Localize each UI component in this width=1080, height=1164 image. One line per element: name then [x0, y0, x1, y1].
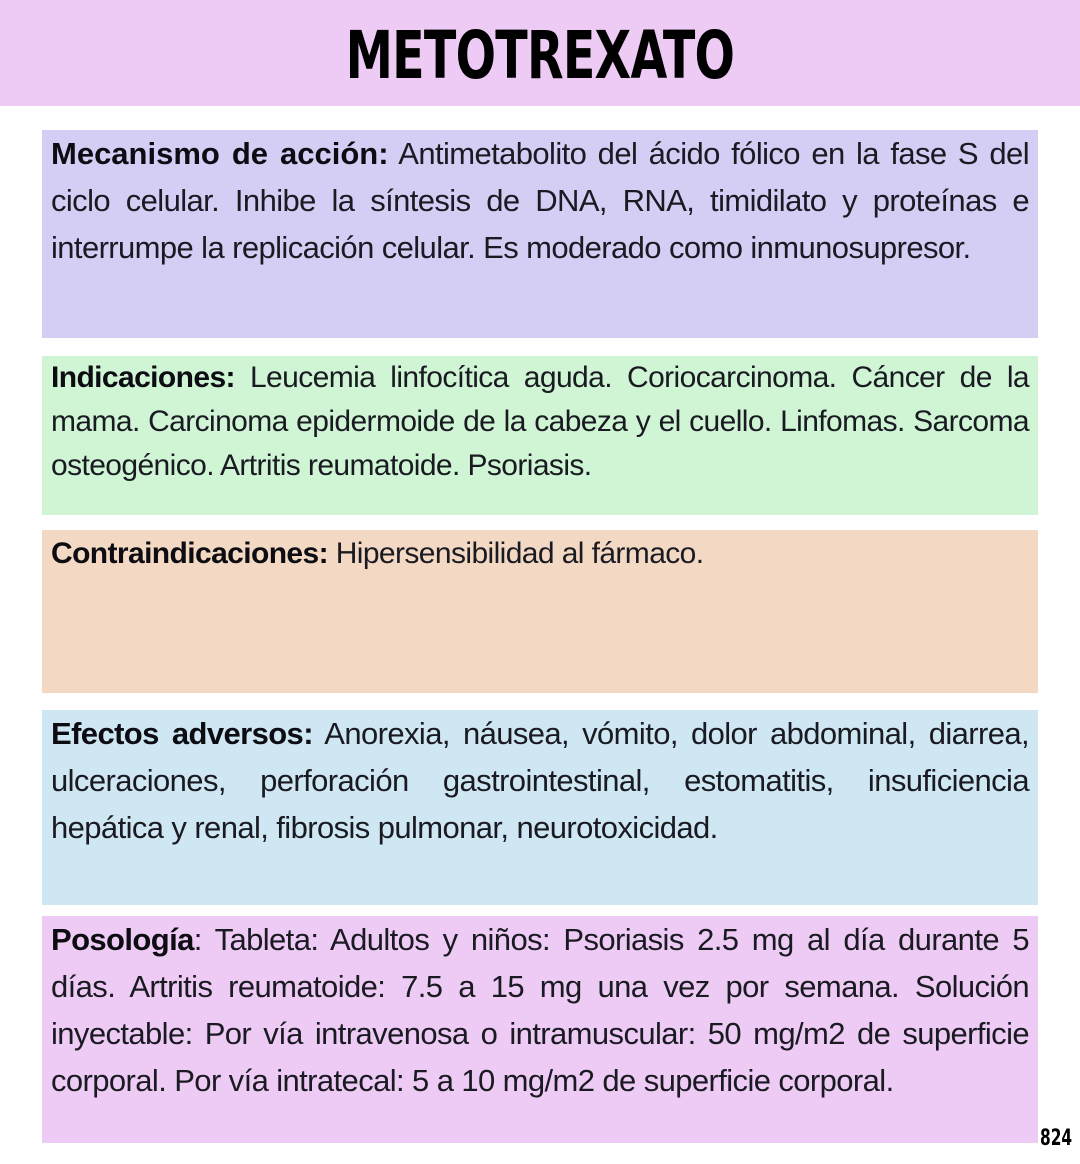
section-posologia	[42, 916, 1038, 1143]
section-text: Antimetabolito del ácido fólico en la fase S del ciclo celular. Inhibe la síntesis de DNA, RNA, timidilato y proteínas e interrumpe la replicación celular. Es moderado como inmunosupresor.	[51, 136, 1029, 265]
section-contraindicaciones	[42, 530, 1038, 693]
section-efectos-adversos	[42, 710, 1038, 905]
section-label: Contraindicaciones:	[51, 537, 328, 570]
section-text: Hipersensibilidad al fármaco.	[327, 537, 704, 570]
page-title: METOTREXATO	[345, 16, 735, 94]
page-number: 824	[1040, 1126, 1073, 1151]
section-label: Posología	[51, 922, 194, 957]
section-text: Leucemia linfocítica aguda. Coriocarcinoma. Cáncer de la mama. Carcinoma epidermoide de la cabeza y el cuello. Linfomas. Sarcoma osteogénico. Artritis reumatoide. Psoriasis.	[51, 361, 1029, 482]
section-label: Efectos adversos:	[51, 716, 313, 751]
section-text: : Tableta: Adultos y niños: Psoriasis 2.5 mg al día durante 5 días. Artritis reumatoide: 7.5 a 15 mg una vez por semana. Solución inyectable: Por vía intravenosa o intramuscular: 50 mg/m2 de superficie corporal. Por vía intratecal: 5 a 10 mg/m2 de superficie corporal.	[51, 922, 1029, 1098]
title-banner	[0, 0, 1080, 106]
section-label: Indicaciones:	[51, 361, 235, 394]
section-label: Mecanismo de acción:	[51, 136, 389, 171]
section-indicaciones	[42, 356, 1038, 515]
section-text: Anorexia, náusea, vómito, dolor abdominal, diarrea, ulceraciones, perforación gastrointestinal, estomatitis, insuficiencia hepática y renal, fibrosis pulmonar, neurotoxicidad.	[51, 716, 1029, 845]
section-mecanismo-de-accion	[42, 130, 1038, 338]
